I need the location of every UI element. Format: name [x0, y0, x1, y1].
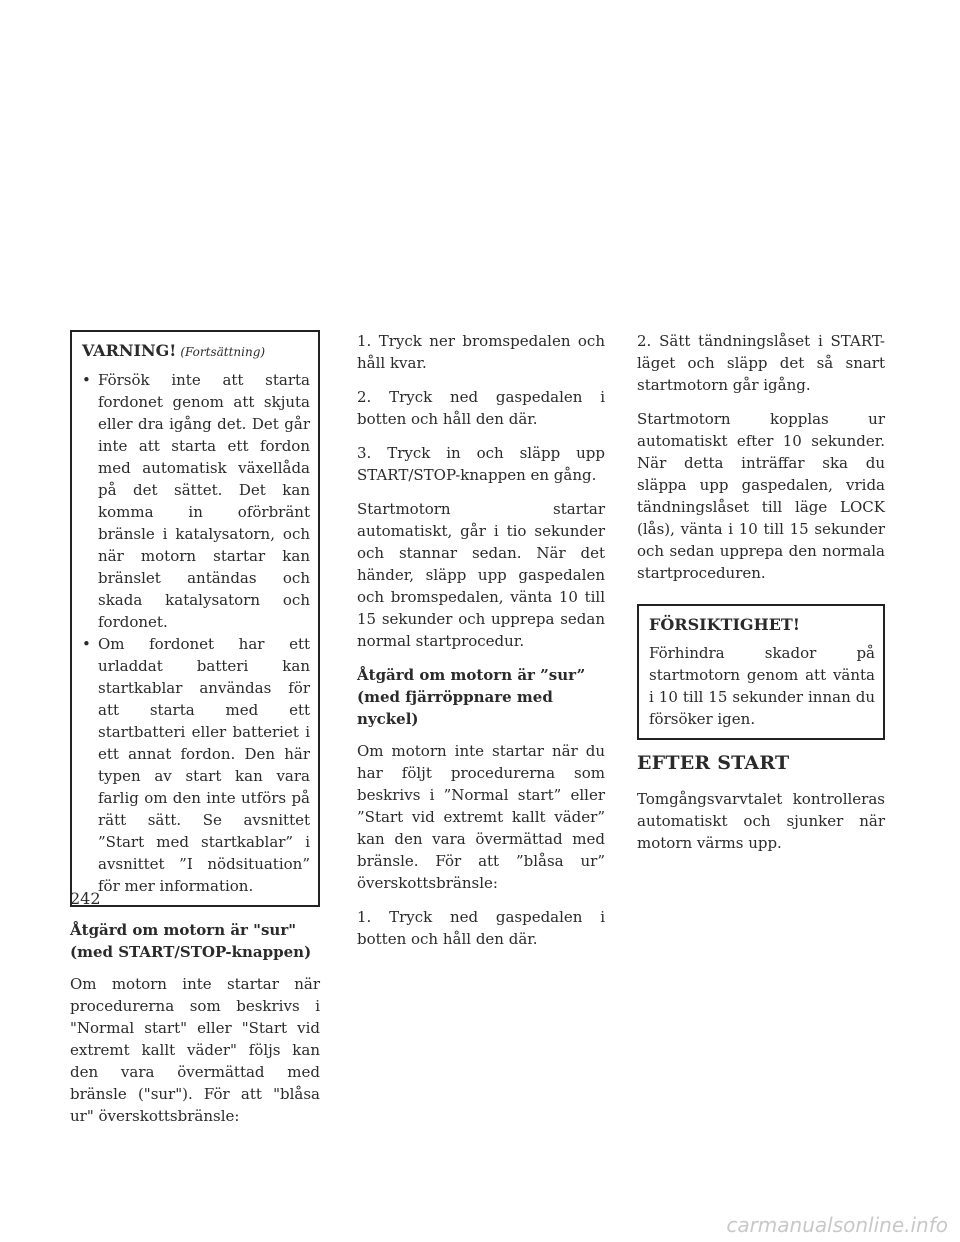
watermark: carmanualsonline.info: [726, 1213, 948, 1237]
column-left: [70, 330, 320, 1139]
step-2: 2. Tryck ned gaspedalen i botten och håll den där.: [357, 388, 605, 428]
paragraph-disengage: Startmotorn kopplas ur automatiskt efter 10 sekunder. När detta inträffar ska du släppa upp gaspedalen, vrida tändningslåset till läge LOCK (lås), vänta i 10 till 15 sekunder och sedan upprepa den normala startproceduren.: [637, 410, 885, 582]
caution-title: FÖRSIKTIGHET!: [649, 615, 800, 634]
warning-bullet-text: Om fordonet har ett urladdat batteri kan startkablar användas för att starta med ett startbatteri eller batteriet i ett annat fordon. Den här typen av start kan vara farlig om den inte utförs på rätt sätt. Se avsnittet ”Start med startkablar” i avsnittet ”I nödsituation” för mer information.: [98, 635, 310, 895]
step-2-remote: 2. Sätt tändningslåset i START-läget och släpp det så snart startmotorn går igång.: [637, 332, 885, 394]
page-number: 242: [70, 889, 101, 908]
warning-subtitle: (Fortsättning): [180, 345, 266, 359]
paragraph-startmotor: Startmotorn startar automatiskt, går i tio sekunder och stannar sedan. När det händer, släpp upp gaspedalen och bromspedalen, vänta 10 till 15 sekunder och upprepa sedan normal startprocedur.: [357, 500, 605, 650]
caution-text: Förhindra skador på startmotorn genom att vänta i 10 till 15 sekunder innan du försöker igen.: [649, 644, 875, 728]
section-heading-startstop: Åtgärd om motorn är "sur" (med START/STOP-knappen): [70, 921, 312, 961]
column-middle: [357, 330, 605, 962]
paragraph-remote-key: Om motorn inte startar när du har följt procedurerna som beskrivs i ”Normal start” eller ”Start vid extremt kallt väder” kan den vara övermättad med bränsle. För att ”blåsa ur” överskottsbränsle:: [357, 742, 605, 892]
warning-box: [70, 330, 320, 907]
bullet-icon: •: [82, 635, 91, 653]
paragraph-startstop: Om motorn inte startar när procedurerna som beskrivs i "Normal start" eller "Start vid extremt kallt väder" följs kan den vara övermättad med bränsle ("sur"). För att "blåsa ur" överskottsbränsle:: [70, 975, 320, 1125]
column-right: [637, 330, 885, 866]
warning-title: VARNING!: [82, 341, 177, 360]
step-1-remote: 1. Tryck ned gaspedalen i botten och håll den där.: [357, 908, 605, 948]
caution-box: [637, 604, 885, 740]
section-heading-remote-key: Åtgärd om motorn är ”sur” (med fjärröppnare med nyckel): [357, 666, 586, 728]
bullet-icon: •: [82, 371, 91, 389]
warning-bullet: [82, 633, 310, 897]
warning-bullet-text: Försök inte att starta fordonet genom att skjuta eller dra igång det. Det går inte att starta ett fordon med automatisk växellåda på det sättet. Det kan komma in oförbränt bränsle i katalysatorn, och när motorn startar kan bränslet antändas och skada katalysatorn och fordonet.: [98, 371, 310, 631]
warning-heading: [82, 340, 310, 363]
paragraph-idle: Tomgångsvarvtalet kontrolleras automatiskt och sjunker när motorn värms upp.: [637, 790, 885, 852]
warning-bullet: [82, 369, 310, 633]
step-1: 1. Tryck ner bromspedalen och håll kvar.: [357, 332, 605, 372]
step-3: 3. Tryck in och släpp upp START/STOP-knappen en gång.: [357, 444, 605, 484]
section-title-efter-start: EFTER START: [637, 752, 790, 774]
